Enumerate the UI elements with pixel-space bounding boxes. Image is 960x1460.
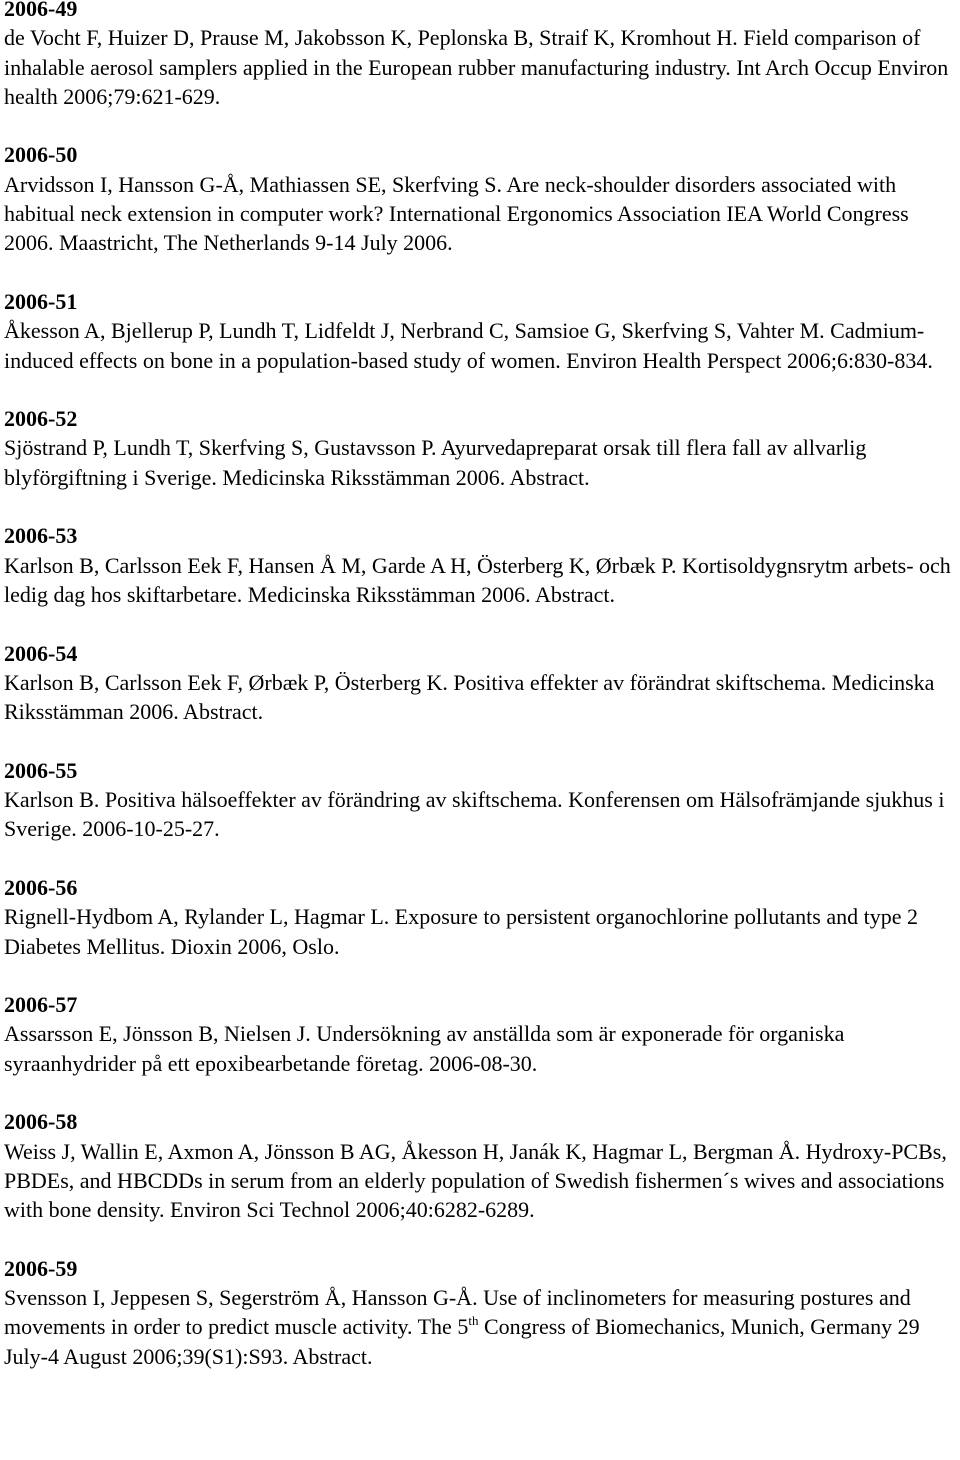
reference-id: 2006-54	[4, 640, 78, 666]
reference-text: Karlson B. Positiva hälsoeffekter av förändring av skiftschema. Konferensen om Hälsofrämjande sjukhus i Sverige. 2006-10-25-27.	[4, 787, 945, 842]
reference-id: 2006-52	[4, 406, 78, 432]
reference-text: Weiss J, Wallin E, Axmon A, Jönsson B AG, Åkesson H, Janák K, Hagmar L, Bergman Å. Hydroxy-PCBs, PBDEs, and HBCDDs in serum from an elderly population of Swedish fishermen´s wives and associations with bone density. Environ Sci Technol 2006;40:6282-6289.	[4, 1138, 947, 1223]
reference-text: Karlson B, Carlsson Eek F, Ørbæk P, Österberg K. Positiva effekter av förändrat skiftschema. Medicinska Riksstämman 2006. Abstract.	[4, 669, 935, 725]
reference-text: Sjöstrand P, Lundh T, Skerfving S, Gustavsson P. Ayurvedapreparat orsak till flera fall av allvarlig blyförgiftning i Sverige. Medicinska Riksstämman 2006. Abstract.	[4, 435, 867, 490]
reference-id: 2006-51	[4, 288, 78, 314]
reference-entry	[4, 873, 958, 961]
reference-entry	[4, 404, 958, 492]
reference-text: Karlson B, Carlsson Eek F, Hansen Å M, Garde A H, Österberg K, Ørbæk P. Kortisoldygnsrytm arbets- och ledig dag hos skiftarbetare. Medicinska Riksstämman 2006. Abstract.	[4, 552, 951, 607]
reference-entry	[4, 639, 958, 727]
reference-entry	[4, 990, 958, 1078]
reference-id: 2006-53	[4, 523, 78, 549]
reference-id: 2006-58	[4, 1109, 78, 1135]
reference-entry	[4, 521, 958, 609]
reference-list	[4, 0, 958, 1400]
ordinal-superscript: th	[468, 1313, 479, 1329]
reference-id: 2006-57	[4, 992, 78, 1018]
reference-text: Rignell-Hydbom A, Rylander L, Hagmar L. Exposure to persistent organochlorine pollutants and type 2 Diabetes Mellitus. Dioxin 2006, Oslo.	[4, 904, 918, 959]
reference-id: 2006-56	[4, 874, 78, 900]
reference-entry	[4, 1107, 958, 1224]
reference-text: Assarsson E, Jönsson B, Nielsen J. Undersökning av anställda som är exponerade för organiska syraanhydrider på ett epoxibearbetande företag. 2006-08-30.	[4, 1021, 845, 1076]
reference-entry	[4, 0, 958, 111]
reference-entry	[4, 1254, 958, 1371]
reference-id: 2006-55	[4, 757, 78, 783]
reference-entry	[4, 287, 958, 375]
reference-text: Åkesson A, Bjellerup P, Lundh T, Lidfeldt J, Nerbrand C, Samsioe G, Skerfving S, Vahter M. Cadmium-induced effects on bone in a population-based study of women. Environ Health Perspect 2006;6:830-834.	[4, 318, 933, 373]
reference-text: de Vocht F, Huizer D, Prause M, Jakobsson K, Peplonska B, Straif K, Kromhout H. Field comparison of inhalable aerosol samplers applied in the European rubber manufacturing industry. Int Arch Occup Environ health 2006;79:621-629.	[4, 25, 949, 109]
reference-text	[4, 1283, 958, 1371]
reference-entry	[4, 140, 958, 257]
reference-text: Arvidsson I, Hansson G-Å, Mathiassen SE, Skerfving S. Are neck-shoulder disorders associated with habitual neck extension in computer work? International Ergonomics Association IEA World Congress 2006. Maastricht, The Netherlands 9-14 July 2006.	[4, 171, 909, 256]
reference-id: 2006-50	[4, 142, 78, 168]
reference-text-part: Congress of Biomechanics, Munich, Germany 29 July-4 August 2006;39(S1):S93. Abstract.	[4, 1314, 920, 1369]
reference-id: 2006-49	[4, 0, 78, 21]
reference-id: 2006-59	[4, 1255, 78, 1281]
reference-entry	[4, 756, 958, 844]
reference-text-part: Svensson I, Jeppesen S, Segerström Å, Hansson G-Å. Use of inclinometers for measuring postures and movements in order to predict muscle activity. The 5	[4, 1285, 911, 1340]
